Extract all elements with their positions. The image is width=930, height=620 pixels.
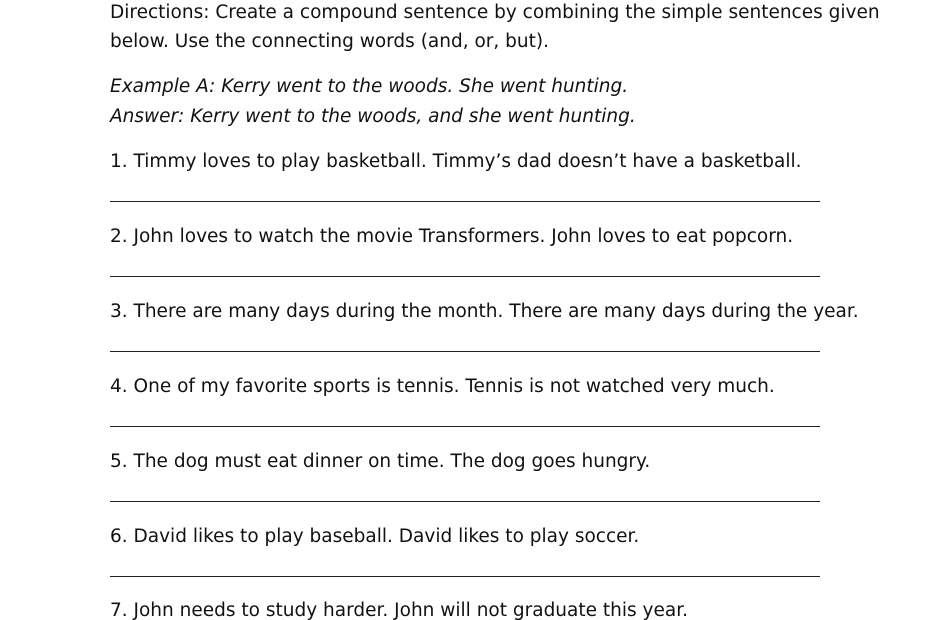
question-5: 5. The dog must eat dinner on time. The dog goes hungry. bbox=[110, 451, 651, 472]
question-2: 2. John loves to watch the movie Transformers. John loves to eat popcorn. bbox=[110, 226, 794, 247]
answer-line-5[interactable] bbox=[110, 501, 820, 502]
example-question: Example A: Kerry went to the woods. She went hunting. bbox=[110, 76, 629, 97]
answer-line-4[interactable] bbox=[110, 426, 820, 427]
answer-line-1[interactable] bbox=[110, 201, 820, 202]
question-7: 7. John needs to study harder. John will not graduate this year. bbox=[110, 600, 688, 620]
question-6: 6. David likes to play baseball. David likes to play soccer. bbox=[110, 526, 640, 547]
directions-line-1: Directions: Create a compound sentence by combining the simple sentences given bbox=[110, 2, 880, 23]
answer-line-6[interactable] bbox=[110, 576, 820, 577]
question-4: 4. One of my favorite sports is tennis. Tennis is not watched very much. bbox=[110, 376, 775, 397]
directions-line-2: below. Use the connecting words (and, or, but). bbox=[110, 31, 549, 52]
answer-line-2[interactable] bbox=[110, 276, 820, 277]
question-3: 3. There are many days during the month. There are many days during the year. bbox=[110, 301, 859, 322]
answer-line-3[interactable] bbox=[110, 351, 820, 352]
example-answer: Answer: Kerry went to the woods, and she went hunting. bbox=[110, 106, 636, 127]
question-1: 1. Timmy loves to play basketball. Timmy’s dad doesn’t have a basketball. bbox=[110, 151, 802, 172]
